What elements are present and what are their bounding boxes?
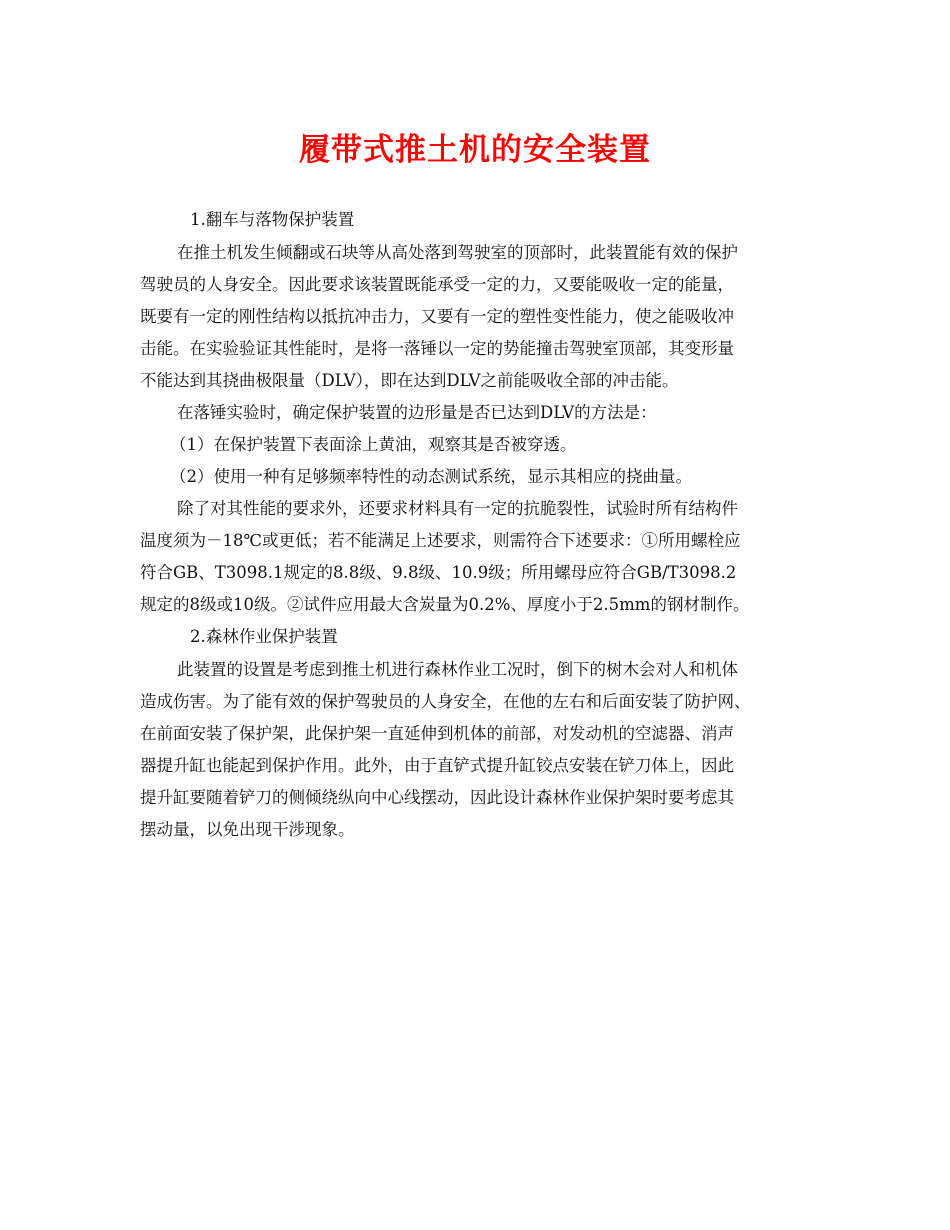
list-item-2: （2）使用一种有足够频率特性的动态测试系统，显示其相应的挠曲量。 bbox=[170, 467, 692, 486]
paragraph-line: 在落锤实验时，确定保护装置的边形量是否已达到DLV的方法是： bbox=[177, 403, 657, 422]
paragraph-line: 提升缸要随着铲刀的侧倾绕纵向中心线摆动，因此设计森林作业保护架时要考虑其 bbox=[140, 788, 734, 807]
section-heading-rollover-protection: 1.翻车与落物保护装置 bbox=[190, 210, 355, 229]
paragraph-line: 器提升缸也能起到保护作用。此外，由于直铲式提升缸铰点安装在铲刀体上，因此 bbox=[140, 756, 734, 775]
paragraph-line: 除了对其性能的要求外，还要求材料具有一定的抗脆裂性，试验时所有结构件 bbox=[177, 499, 738, 518]
list-item-1: （1）在保护装置下表面涂上黄油，观察其是否被穿透。 bbox=[170, 435, 577, 454]
paragraph-line: 符合GB、T3098.1规定的8.8级、9.8级、10.9级；所用螺母应符合GB/T3098.2 bbox=[140, 563, 737, 582]
paragraph-line: 此装置的设置是考虑到推土机进行森林作业工况时，倒下的树木会对人和机体 bbox=[177, 660, 738, 679]
paragraph-line: 温度须为－18℃或更低；若不能满足上述要求，则需符合下述要求：①所用螺栓应 bbox=[140, 531, 741, 550]
paragraph-line: 不能达到其挠曲极限量（DLV），即在达到DLV之前能吸收全部的冲击能。 bbox=[140, 371, 679, 390]
paragraph-line: 在前面安装了保护架，此保护架一直延伸到机体的前部，对发动机的空滤器、消声 bbox=[140, 724, 734, 743]
paragraph-line: 摆动量，以免出现干涉现象。 bbox=[140, 820, 355, 839]
paragraph-line: 在推土机发生倾翻或石块等从高处落到驾驶室的顶部时，此装置能有效的保护 bbox=[177, 243, 738, 262]
section-heading-forest-protection: 2.森林作业保护装置 bbox=[190, 627, 338, 646]
paragraph-line: 击能。在实验验证其性能时，是将一落锤以一定的势能撞击驾驶室顶部，其变形量 bbox=[140, 339, 734, 358]
document-title: 履带式推土机的安全装置 bbox=[299, 132, 651, 168]
paragraph-line: 规定的8级或10级。②试件应用最大含炭量为0.2%、厚度小于2.5mm的钢材制作。 bbox=[140, 595, 750, 614]
paragraph-line: 驾驶员的人身安全。因此要求该装置既能承受一定的力，又要能吸收一定的能量， bbox=[140, 275, 734, 294]
paragraph-line: 既要有一定的刚性结构以抵抗冲击力，又要有一定的塑性变性能力，使之能吸收冲 bbox=[140, 307, 734, 326]
paragraph-line: 造成伤害。为了能有效的保护驾驶员的人身安全，在他的左右和后面安装了防护网、 bbox=[140, 692, 751, 711]
